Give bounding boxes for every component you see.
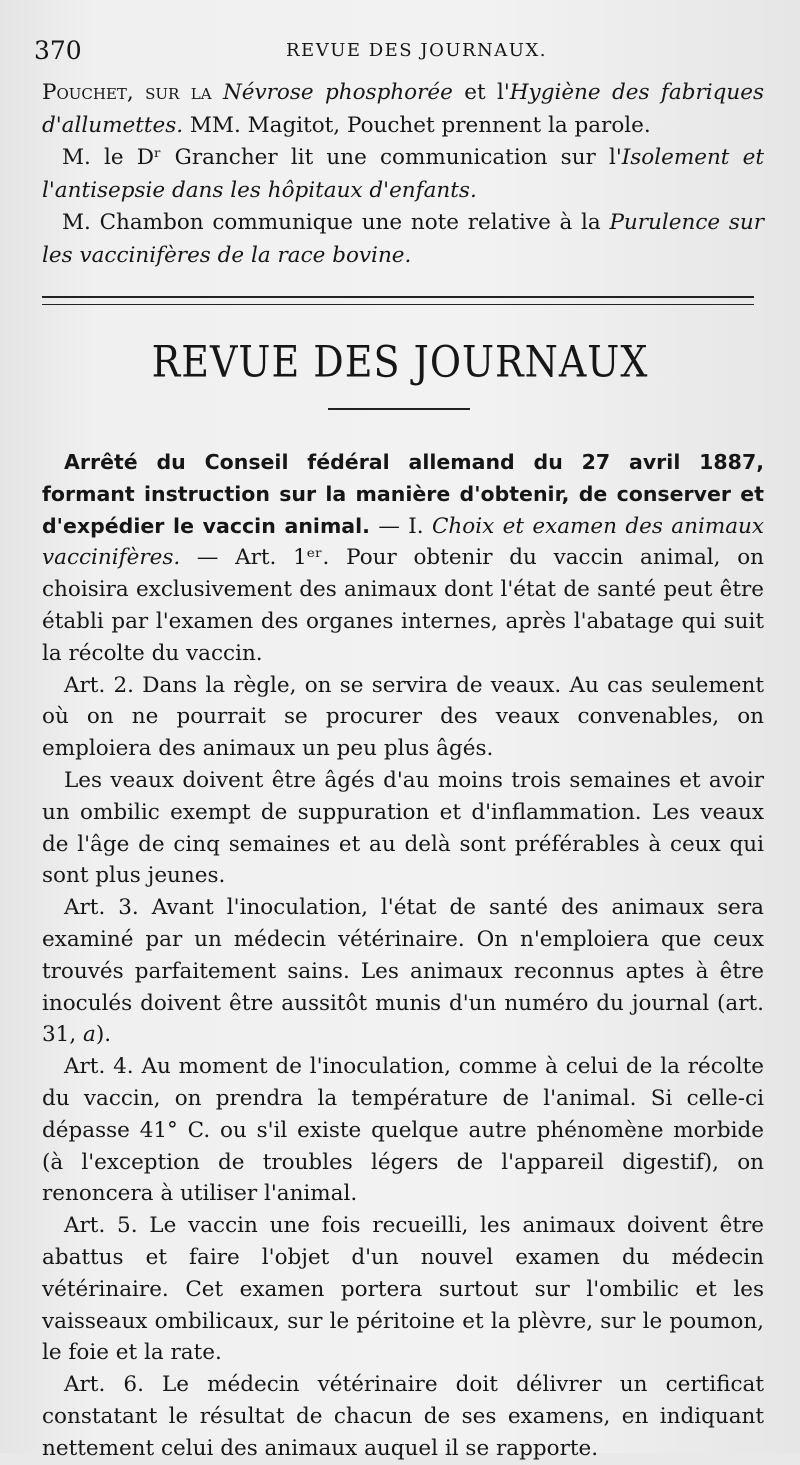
part-marker: — I. — [369, 513, 432, 539]
intro-p1-mid: et l' — [452, 80, 510, 105]
running-head: REVUE DES JOURNAUX. — [286, 40, 547, 61]
intro-text — [42, 77, 764, 272]
intro-p3-prefix: M. Chambon communique une note relative à la — [62, 210, 610, 235]
intro-p1-italic-1: Névrose phosphorée — [222, 80, 453, 105]
part-title: Choix et examen des animaux vaccinifères. — [42, 513, 764, 571]
intro-paragraph-2 — [42, 142, 764, 207]
art1-text: Pour obtenir du vaccin animal, on choisira exclusivement des animaux dont l'état de santé peut être établi par l'examen des organes internes, après l'abatage qui suit la récolte du vaccin. — [42, 545, 764, 666]
article-body — [42, 447, 764, 1465]
section-title: REVUE DES JOURNAUX — [151, 337, 649, 387]
intro-p2-italic: Isolement et l'antisepsie dans les hôpitaux d'enfants. — [42, 145, 764, 203]
article-intro-paragraph — [42, 447, 764, 670]
page-header — [34, 36, 760, 68]
art6-paragraph: Art. 6. Le médecin vétérinaire doit délivrer un certificat constatant le résultat de chacun de ses examens, en indiquant nettement celui des animaux auquel il se rapporte. — [42, 1372, 764, 1461]
intro-p2-prefix: M. le Dʳ Grancher lit une communication sur l' — [62, 145, 622, 170]
section-double-rule — [42, 296, 754, 305]
intro-paragraph-1 — [42, 77, 764, 142]
intro-paragraph-3 — [42, 207, 764, 272]
intro-p1-prefix: Pouchet, sur la — [42, 80, 223, 105]
intro-p1-suffix: MM. Magitot, Pouchet prennent la parole. — [183, 112, 651, 138]
art4-paragraph: Art. 4. Au moment de l'inoculation, comme à celui de la récolte du vaccin, on prendra la température de l'animal. Si celle-ci dépasse 41° C. ou s'il existe quelque autre phénomène morbide (à l'exception de troubles légers de l'appareil digestif), on renoncera à utiliser l'animal. — [42, 1054, 764, 1207]
art3-prefix: Art. 3. Avant l'inoculation, l'état de santé des animaux sera examiné par un médecin vétérinaire. On n'emploiera que ceux trouvés parfaitement sains. Les animaux reconnus aptes à être inoculés doivent être aussitôt munis d'un numéro du journal (art. 31, — [42, 895, 764, 1048]
art5-paragraph: Art. 5. Le vaccin une fois recueilli, les animaux doivent être abattus et faire l'objet d'un nouvel examen du médecin vétérinaire. Cet examen portera surtout sur l'ombilic et les vaisseaux ombilicaux, sur le péritoine et la plèvre, sur le poumon, le foie et la rate. — [42, 1213, 764, 1366]
art3-paragraph — [42, 892, 764, 1051]
page-number: 370 — [34, 36, 82, 65]
art2-paragraph: Art. 2. Dans la règle, on se servira de veaux. Au cas seulement où on ne pourrait se procurer des veaux convenables, on emploiera des animaux un peu plus âgés. — [42, 672, 764, 762]
art3-italic: a — [83, 1022, 96, 1048]
art3-suffix: ). — [95, 1022, 112, 1048]
art1-label: — Art. 1ᵉʳ. — [180, 545, 347, 571]
art2-continuation-paragraph: Les veaux doivent être âgés d'au moins trois semaines et avoir un ombilic exempt de suppuration et d'inflammation. Les veaux de l'âge de cinq semaines et au delà sont préférables à ceux qui sont plus jeunes. — [42, 767, 764, 889]
title-underline — [328, 408, 470, 410]
intro-p1-italic-2: Hygiène des fabriques d'allumettes. — [42, 80, 764, 138]
article-heading: Arrêté du Conseil fédéral allemand du 27 avril 1887, formant instruction sur la manière d'obtenir, de conserver et d'expédier le vaccin animal. — [42, 450, 764, 538]
intro-p3-italic: Purulence sur les vaccinifères de la race bovine. — [42, 210, 764, 268]
